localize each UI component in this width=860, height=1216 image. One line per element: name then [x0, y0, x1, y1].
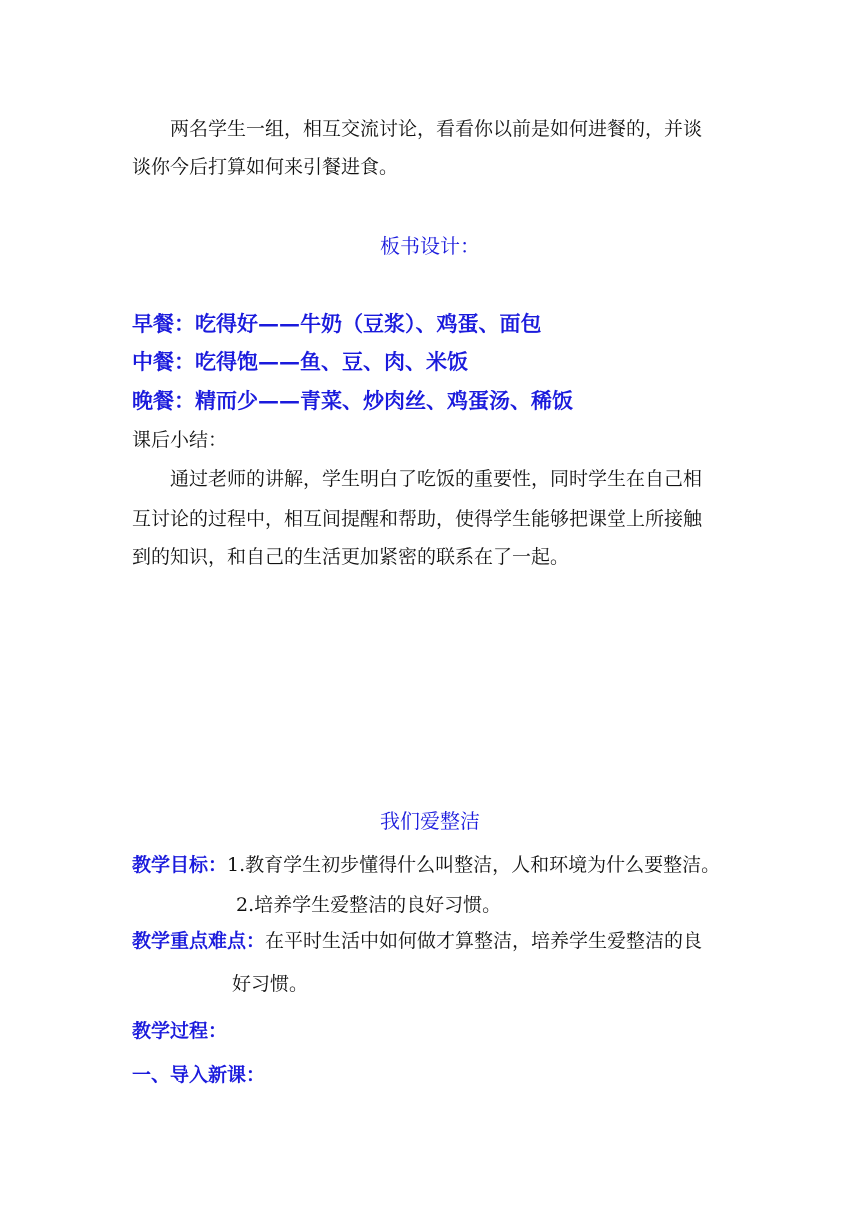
board-meal-dinner: 晚餐：精而少——青菜、炒肉丝、鸡蛋汤、稀饭 — [132, 388, 573, 413]
board-meal-breakfast: 早餐：吃得好——牛奶（豆浆）、鸡蛋、面包 — [132, 311, 542, 336]
lesson-title: 我们爱整洁 — [380, 809, 480, 833]
teaching-process-label: 教学过程： — [132, 1020, 228, 1042]
teaching-goals-label: 教学目标： — [132, 854, 228, 876]
summary-label: 课后小结： — [132, 429, 228, 451]
teaching-goal-1: 1.教育学生初步懂得什么叫整洁，人和环境为什么要整洁。 — [227, 854, 721, 876]
summary-line-2: 互讨论的过程中，相互间提醒和帮助，使得学生能够把课堂上所接触 — [132, 508, 703, 530]
teaching-goal-2: 2.培养学生爱整洁的良好习惯。 — [236, 894, 502, 916]
teaching-goals-row — [132, 856, 720, 875]
teaching-focus-line-2: 好习惯。 — [232, 973, 309, 995]
board-design-title: 板书设计： — [380, 234, 480, 258]
intro-line-1: 两名学生一组，相互交流讨论，看看你以前是如何进餐的，并谈 — [170, 118, 703, 140]
section-1-heading: 一、导入新课： — [132, 1064, 266, 1086]
teaching-focus-row — [132, 932, 702, 951]
summary-line-1: 通过老师的讲解，学生明白了吃饭的重要性，同时学生在自己相 — [170, 468, 703, 490]
teaching-focus-line-1: 在平时生活中如何做才算整洁，培养学生爱整洁的良 — [265, 930, 703, 952]
intro-line-2: 谈你今后打算如何来引餐进食。 — [132, 156, 399, 178]
board-meal-lunch: 中餐：吃得饱——鱼、豆、肉、米饭 — [132, 349, 468, 374]
summary-line-3: 到的知识，和自己的生活更加紧密的联系在了一起。 — [132, 546, 570, 568]
teaching-focus-label: 教学重点难点： — [132, 930, 266, 952]
